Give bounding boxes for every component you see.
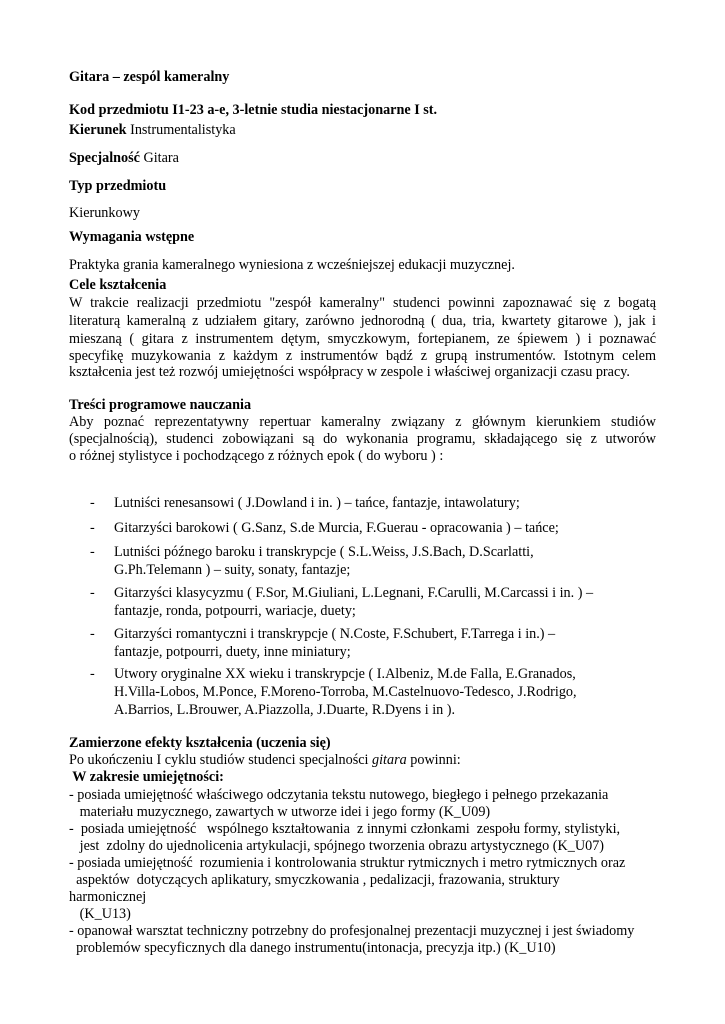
typ-value: Kierunkowy — [69, 205, 140, 221]
cele-label: Cele kształcenia — [69, 277, 167, 293]
document-title: Gitara – zespól kameralny — [69, 69, 230, 85]
list-item-continuation: H.Villa-Lobos, M.Ponce, F.Moreno-Torroba, M.Castelnuovo-Tedesco, J.Rodrigo, — [114, 684, 577, 700]
efekty-intro — [69, 751, 461, 770]
list-item: Lutniści późnego baroku i transkrypcje ( S.L.Weiss, J.S.Bach, D.Scarlatti, — [114, 544, 534, 560]
efekty-line: - posiada umiejętność właściwego odczytania tekstu nutowego, biegłego i pełnego przekazania — [69, 787, 609, 803]
list-item-continuation: G.Ph.Telemann ) – suity, sonaty, fantazje; — [114, 562, 351, 578]
efekty-line: jest zdolny do ujednolicenia artykulacji, spójnego tworzenia obrazu artystycznego (K_U07) — [69, 838, 605, 854]
specjalnosc-line — [69, 149, 179, 168]
specjalnosc-value: Gitara — [139, 150, 179, 166]
list-item-continuation: fantazje, ronda, potpourri, wariacje, duety; — [114, 603, 356, 619]
efekty-intro-text: Po ukończeniu I cyklu studiów studenci specjalności — [69, 752, 373, 768]
list-item: Gitarzyści romantyczni i transkrypcje ( N.Coste, F.Schubert, F.Tarrega i in.) – — [114, 626, 556, 642]
efekty-line: harmonicznej — [69, 889, 147, 905]
course-code: Kod przedmiotu I1-23 a-e, 3-letnie studia niestacjonarne I st. — [69, 102, 438, 118]
wymagania-value: Praktyka grania kameralnego wyniesiona z wcześniejszej edukacji muzycznej. — [69, 257, 515, 273]
efekty-line: problemów specyficznych dla danego instrumentu(intonacja, precyzja itp.) (K_U10) — [69, 940, 556, 956]
efekty-line: - posiada umiejętność rozumienia i kontrolowania struktur rytmicznych i metro rytmicznych oraz — [69, 855, 626, 871]
list-item: Utwory oryginalne XX wieku i transkrypcje ( I.Albeniz, M.de Falla, E.Granados, — [114, 666, 576, 682]
list-item-continuation: fantazje, potpourri, duety, inne miniatury; — [114, 644, 351, 660]
tresci-line: (specjalnością), studenci zobowiązani są do wykonania programu, składającego się z utworów — [69, 431, 656, 447]
cele-line: literaturą kameralną z udziałem gitary, zarówno jednorodną ( dua, tria, kwartety gitarowe ), jak i — [69, 313, 656, 329]
list-bullet: - — [90, 585, 95, 601]
efekty-line: - opanował warsztat techniczny potrzebny do profesjonalnej prezentacji muzycznej i jest świadomy — [69, 923, 635, 939]
cele-line: W trakcie realizacji przedmiotu "zespół kameralny" studenci powinni zapoznawać się z bogatą — [69, 295, 656, 311]
efekty-line: materiału muzycznego, zawartych w utworze idei i jego formy (K_U09) — [69, 804, 491, 820]
efekty-line: - posiada umiejętność wspólnego kształtowania z innymi członkami zespołu formy, stylistyki, — [69, 821, 621, 837]
list-item: Lutniści renesansowi ( J.Dowland i in. ) – tańce, fantazje, intawolatury; — [114, 495, 520, 511]
specjalnosc-label: Specjalność — [69, 150, 140, 166]
list-item-continuation: A.Barrios, L.Brouwer, A.Piazzolla, J.Duarte, R.Dyens i in ). — [114, 702, 456, 718]
list-item: Gitarzyści klasycyzmu ( F.Sor, M.Giuliani, L.Legnani, F.Carulli, M.Carcassi i in. ) – — [114, 585, 594, 601]
cele-line: kształcenia jest też rozwój umiejętności współpracy w zespole i właściwej organizacji czasu pracy. — [69, 364, 630, 380]
list-bullet: - — [90, 544, 95, 560]
kierunek-label: Kierunek — [69, 122, 127, 138]
efekty-line: (K_U13) — [69, 906, 131, 922]
typ-label: Typ przedmiotu — [69, 178, 167, 194]
cele-line: specyfikę muzykowania z każdym z instrumentów bądź z grupą instrumentów. Istotnym celem — [69, 348, 656, 364]
list-bullet: - — [90, 626, 95, 642]
efekty-line: aspektów dotyczących aplikatury, smyczkowania , pedalizacji, frazowania, struktury — [69, 872, 560, 888]
kierunek-line — [69, 121, 236, 140]
list-bullet: - — [90, 495, 95, 511]
tresci-line: Aby poznać reprezentatywny repertuar kameralny związany z głównym kierunkiem studiów — [69, 414, 656, 430]
wymagania-label: Wymagania wstępne — [69, 229, 195, 245]
kierunek-value: Instrumentalistyka — [126, 122, 236, 138]
tresci-label: Treści programowe nauczania — [69, 397, 252, 413]
list-bullet: - — [90, 520, 95, 536]
efekty-intro-text: powinni: — [406, 752, 461, 768]
efekty-subheading: W zakresie umiejętności: — [69, 769, 224, 785]
list-item: Gitarzyści barokowi ( G.Sanz, S.de Murcia, F.Guerau - opracowania ) – tańce; — [114, 520, 559, 536]
list-bullet: - — [90, 666, 95, 682]
tresci-line: o różnej stylistyce i pochodzącego z różnych epok ( do wyboru ) : — [69, 448, 444, 464]
efekty-label: Zamierzone efekty kształcenia (uczenia się) — [69, 735, 331, 751]
cele-line: mieszaną ( gitara z instrumentem dętym, smyczkowym, fortepianem, ze śpiewem ) i poznawać — [69, 331, 656, 347]
efekty-intro-emphasis: gitara — [372, 752, 407, 768]
